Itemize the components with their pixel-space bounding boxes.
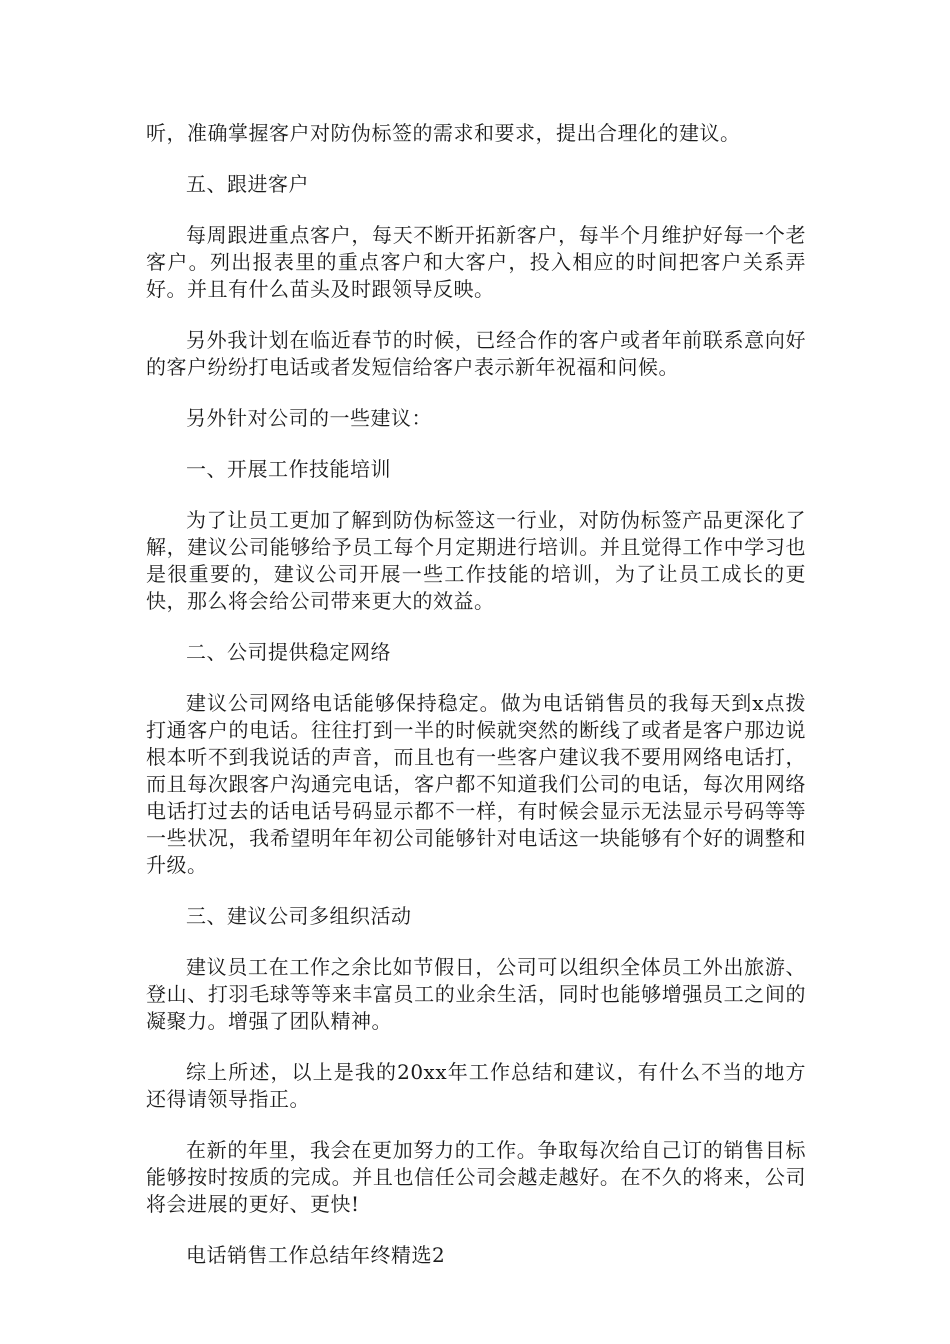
section-heading-network: 二、公司提供稳定网络 — [186, 640, 391, 664]
section-heading-training: 一、开展工作技能培训 — [186, 457, 391, 481]
section-heading-activities: 三、建议公司多组织活动 — [186, 904, 412, 928]
paragraph-suggestions-intro: 另外针对公司的一些建议： — [186, 406, 432, 430]
paragraph-new-year: 在新的年里，我会在更加努力的工作。争取每次给自己订的销售目标能够按时按质的完成。并且也信任公司会越走越好。在不久的将来，公司将会进展的更好、更快! — [146, 1138, 806, 1216]
paragraph-follow-up: 每周跟进重点客户，每天不断开拓新客户，每半个月维护好每一个老客户。列出报表里的重点客户和大客户，投入相应的时间把客户关系弄好。并且有什么苗头及时跟领导反映。 — [146, 223, 806, 301]
paragraph-continuation: 听，准确掌握客户对防伪标签的需求和要求，提出合理化的建议。 — [146, 121, 741, 145]
paragraph-activities: 建议员工在工作之余比如节假日，公司可以组织全体员工外出旅游、登山、打羽毛球等等来丰富员工的业余生活，同时也能够增强员工之间的凝聚力。增强了团队精神。 — [146, 955, 806, 1033]
paragraph-network: 建议公司网络电话能够保持稳定。做为电话销售员的我每天到x点拨打通客户的电话。往往打到一半的时候就突然的断线了或者是客户那边说根本听不到我说话的声音，而且也有一些客户建议我不要用网络电话打，而且每次跟客户沟通完电话，客户都不知道我们公司的电话，每次用网络电话打过去的话电话号码显示都不一样，有时候会显示无法显示号码等等一些状况，我希望明年年初公司能够针对电话这一块能够有个好的调整和升级。 — [146, 691, 806, 877]
next-article-title: 电话销售工作总结年终精选2 — [186, 1243, 446, 1267]
paragraph-summary: 综上所述，以上是我的20xx年工作总结和建议，有什么不当的地方还得请领导指正。 — [146, 1060, 806, 1111]
document-page — [146, 120, 806, 1293]
section-heading-follow-up: 五、跟进客户 — [186, 172, 309, 196]
paragraph-training: 为了让员工更加了解到防伪标签这一行业，对防伪标签产品更深化了解，建议公司能够给予员工每个月定期进行培训。并且觉得工作中学习也是很重要的，建议公司开展一些工作技能的培训，为了让员工成长的更快，那么将会给公司带来更大的效益。 — [146, 508, 806, 613]
paragraph-spring-festival: 另外我计划在临近春节的时候，已经合作的客户或者年前联系意向好的客户纷纷打电话或者发短信给客户表示新年祝福和问候。 — [146, 328, 806, 379]
